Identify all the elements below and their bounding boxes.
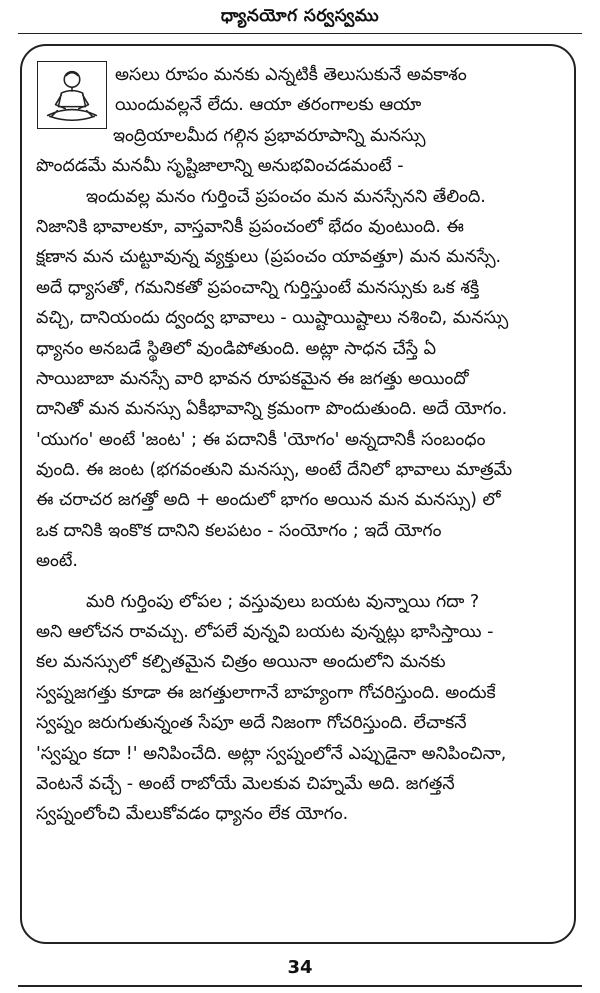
text-line: మరి గుర్తింపు లోపల ; వస్తువులు బయట వున్నాయి గదా ? <box>86 591 480 612</box>
body-text <box>36 60 562 830</box>
text-line: 'యుగం' అంటే 'జంట' ; ఈ పదానికీ 'యోగం' అన్నదానికీ సంబంధం <box>36 429 486 450</box>
text-line: అంటే. <box>36 551 78 572</box>
text-line: సాయిబాబా మనస్సే వారి భావన రూపకమైన ఈ జగత్తు అయిందో <box>36 368 469 389</box>
text-line: క్షణాన మన చుట్టూవున్న వ్యక్తులు (ప్రపంచం యావత్తూ) మన మనస్సే. <box>36 247 502 268</box>
text-line: అని ఆలోచన రావచ్చు. లోపలే వున్నవి బయట వున్నట్లు భాసిస్తాయి - <box>36 622 494 643</box>
text-line: ఇంద్రియాలమీద గల్గిన ప్రభావరూపాన్ని మనస్సు <box>113 125 426 146</box>
page-number: 34 <box>287 957 313 978</box>
header-rule <box>18 33 582 34</box>
running-header: ధ్యానయోగ సర్వస్వము <box>220 6 380 26</box>
text-line: అసలు రూపం మనకు ఎన్నటికీ తెలుసుకునే అవకాశం <box>115 65 467 85</box>
text-line: వెంటనే వచ్చే - అంటే రాబోయే మెలకువ చిహ్నమే అది. జగత్తనే <box>36 773 455 794</box>
text-line: స్వప్నజగత్తు కూడా ఈ జగత్తులాగానే బాహ్యంగా గోచరిస్తుంది. అందుకే <box>36 682 496 703</box>
text-line: వుంది. ఈ జంట (భగవంతుని మనస్సు, అంటే దేనిలో భావాలు మాత్రమే <box>36 460 513 481</box>
text-line: ఒక దానికి ఇంకొక దానిని కలపటం - సంయోగం ; ఇదే యోగం <box>36 520 442 541</box>
text-line: వచ్చి, దానియందు ద్వంద్వ భావాలు - యిష్టాయిష్టాలు నశించి, మనస్సు <box>36 308 509 329</box>
text-line: ఈ చరాచర జగత్తో అది + అందులో భాగం అయిన మన మనస్సు) లో <box>36 490 501 511</box>
text-line: 'స్వప్నం కదా !' అనిపించేది. అట్లా స్వప్నంలోనే ఎప్పుడైనా అనిపించినా, <box>36 743 507 764</box>
footer-rule <box>18 985 582 987</box>
text-line: స్వప్నం జరుగుతున్నంత సేపూ అదే నిజంగా గోచరిస్తుంది. లేచాకనే <box>36 713 467 734</box>
text-line: యిందువల్లనే లేదు. ఆయా తరంగాలకు ఆయా <box>115 95 422 116</box>
text-line: ఇందువల్ల మనం గుర్తించే ప్రపంచం మన మనస్సేనని తేలింది. <box>86 186 486 207</box>
text-line: పొందడమే మనమీ సృష్టిజాలాన్ని అనుభవించడమంటే - <box>36 156 404 177</box>
text-line: స్వప్నంలోంచి మేలుకోవడం ధ్యానం లేక యోగం. <box>36 804 349 825</box>
text-line: ధ్యానం అనబడే స్థితిలో వుండిపోతుంది. అట్లా సాధన చేస్తే ఏ <box>36 338 437 359</box>
text-line: దానితో మన మనస్సు ఏకీభావాన్ని క్రమంగా పొందుతుంది. అదే యోగం. <box>36 399 508 420</box>
text-line: కల మనస్సులో కల్పితమైన చిత్రం అయినా అందులోని మనకు <box>36 652 446 673</box>
text-line: నిజానికి భావాలకూ, వాస్తవానికీ ప్రపంచంలో భేదం వుంటుంది. ఈ <box>36 216 464 237</box>
text-line: అదే ధ్యాసతో, గమనికతో ప్రపంచాన్ని గుర్తిస్తుంటే మనస్సుకు ఒక శక్తి <box>36 277 480 298</box>
